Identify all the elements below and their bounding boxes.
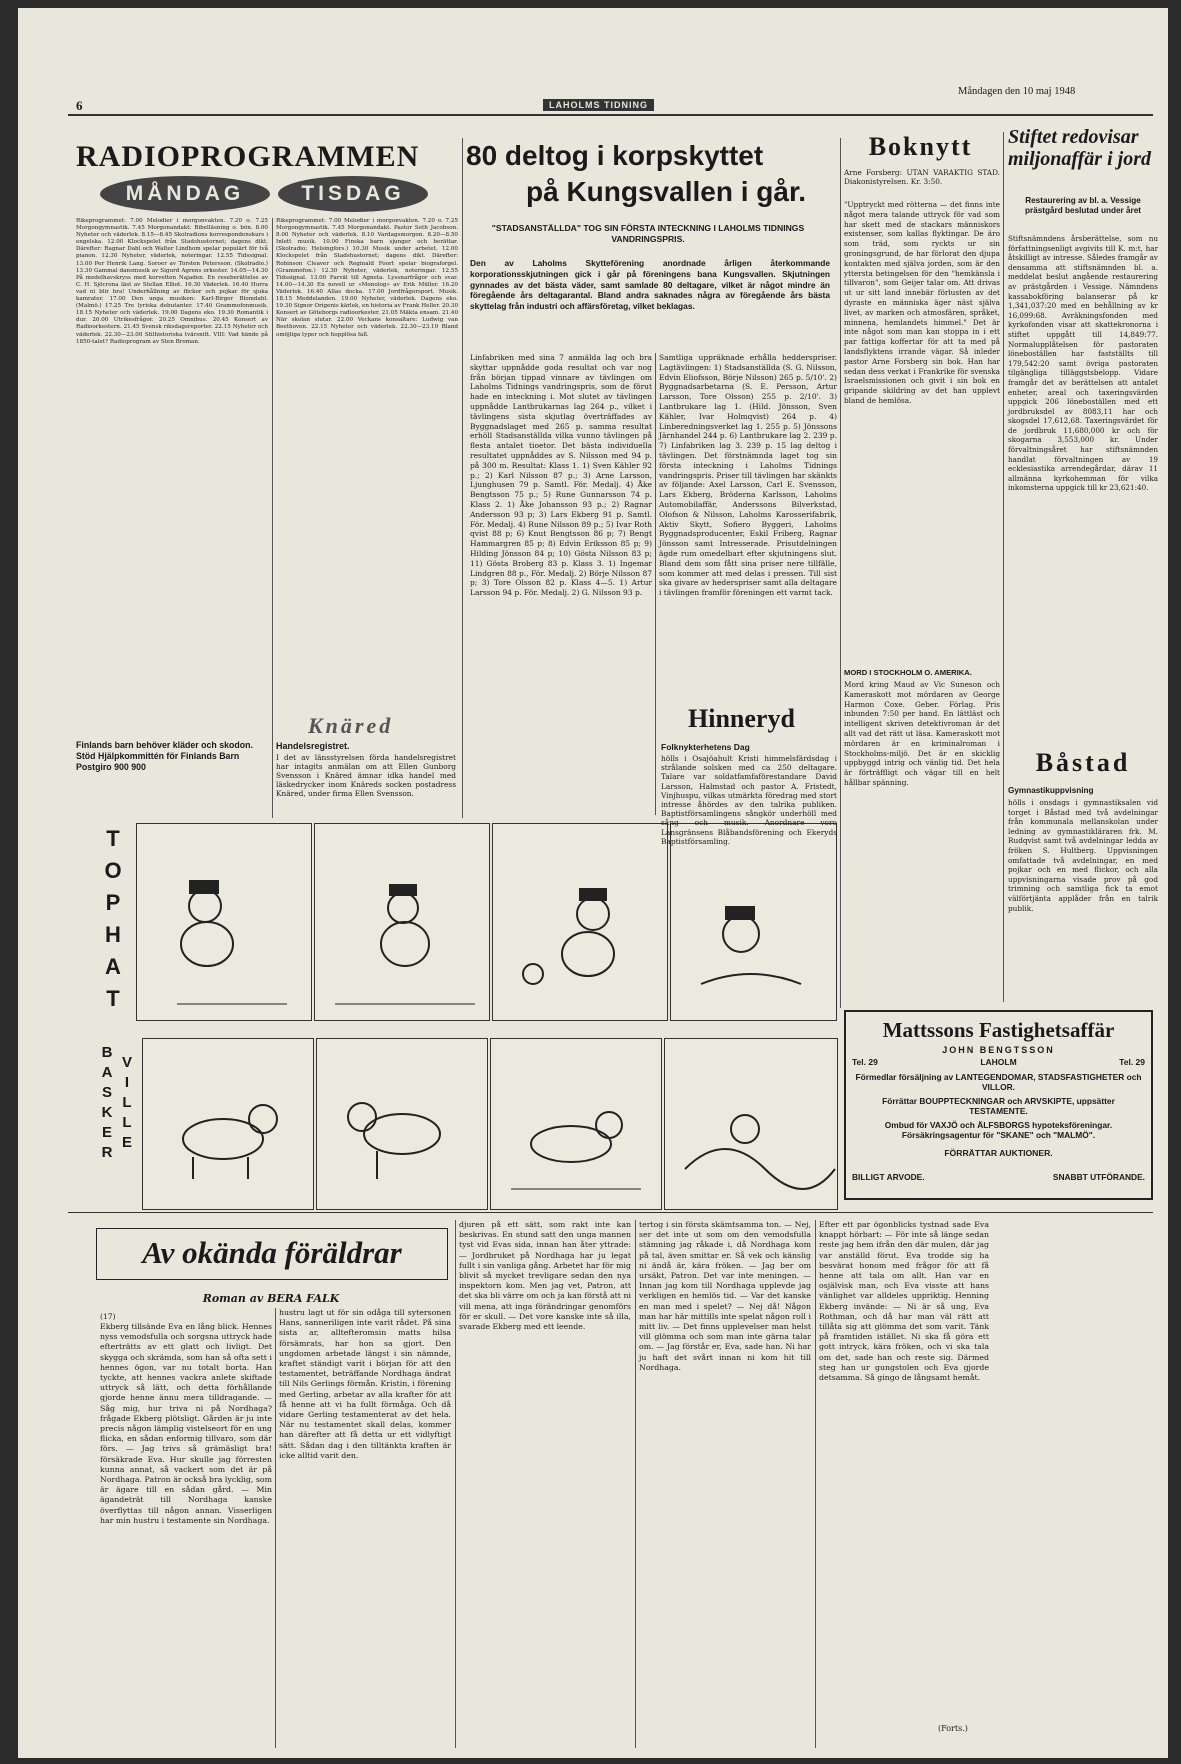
divider xyxy=(655,353,656,815)
mattsson-line-2: Förrättar BOUPPTECKNINGAR och ARVSKIPTE, uppsätter TESTAMENTE. xyxy=(882,1096,1115,1116)
radio-monday-column xyxy=(76,218,268,738)
page-date: Måndagen den 10 maj 1948 xyxy=(958,86,1076,97)
mattsson-line-3: Ombud för VAXJÖ och ÄLFSBORGS hypoteksföreningar. Försäkringsagentur för "SKANE" och "MALMÖ". xyxy=(884,1120,1113,1140)
divider xyxy=(815,1220,816,1748)
shooting-headline-1: 80 deltog i korpskyttet xyxy=(466,140,764,171)
divider xyxy=(272,218,273,818)
cartoon-dog-icon xyxy=(317,1039,487,1209)
tophat-letter: H xyxy=(105,922,121,947)
bastad-text: hölls i onsdags i gymnastiksalen vid torget i Båstad med två avdelningar från kommunala mellanskolan under ledning av gymnastikläraren frk. M. Rudqvist samt två avdelningar ledda av fröken S. Hultberg. Uppvisningen omfattade två avdelningar, en med pojkar och en med flickor, och alla uppvisningarna visade prov på god trimning och samtliga fick ta emot välförtjänta applåder från en talrik publik. xyxy=(1008,798,1158,913)
boknytt-column xyxy=(844,200,1000,665)
stiftet-headline xyxy=(1008,126,1158,186)
ville-letter: V xyxy=(121,1054,132,1071)
hinneryd-column xyxy=(661,754,837,846)
divider xyxy=(275,1308,276,1748)
novel-col2-text: hustru lagt ut för sin odåga till sytersonen Hans, sanneriligen inte varit rådet. På sina sista ar, alltefteromsin matts hilsa försämrats, har hon sa gjort. Den ungdomen arbetade längst i sin nämnde, kraftet ständigt varit i början för att den testamentet, beträffande Nordhaga ändrat till Nils Gerlings förmån. Kristin, i förening med Gerling, arbetar av alla krafter för att få henne att vi ha fullt förmåga. Och då vidare Gerling testamenterat av det hela. När nu testamentet skall delas, kommer han därefter att få detta ur ett vidlyftigt sätt. Sådan dag i den tilltänkta kraften är icke alltid varit den. xyxy=(279,1308,451,1460)
mattsson-line-1: Förmedlar försäljning av LANTEGENDOMAR, STADSFASTIGHETER och VILLOR. xyxy=(855,1072,1142,1092)
monday-badge: MÅNDAG xyxy=(100,176,270,212)
shooting-col1-text: Linfabriken med sina 7 anmälda lag och bra skyttar uppnådde goda resultat och var nog från början tippad vinnare av tävlingen om Laholms Tidnings vandringspris, som de förut hade en inteckning i. Mot slutet av tävlingen uppnådde Lantbrukarnas lag 264 p., vilket i tävlingens sista skjutlag överträffades av Byggnadslaget med 265 p. samma resultat erhöll Stadsanställda vilka vunno tävlingen på flesta antalet tioetor. Det bästa individuella resultatet uppnåddes av S. Nilsson med 94 p. på 300 m. Resultat: Klass 1. 1) Sven Kähler 92 p.; 2) Karl Nilsson 87 p.; 3) Arne Larsson, Ljunghusen 79 p. Samtl. För. Medalj. 4) Åke Bengtsson 75 p.; 5) Rune Gunnarsson 74 p. Klass 2. 1) Åke Johansson 93 p.; 2) Ragnar Andersson 93 p; 3) Lars Ekberg 91 p. Samtl. För. Medalj. 4) Rune Nilsson 89 p.; 5) Ivar Roth qvist 88 p; 6) Knut Bengtsson 86 p; 7) Bengt Hammargren 85 p; 8) Edvin Eriksson 85 p; 9) Hilding Jönsson 84 p; 10) Gösta Nilsson 83 p; 11) Gösta Broberg 83 p. Klass 3. 1) Ingemar Lindgren 88 p., För. Medalj. 2) Börje Nilsson 87 p; 3) Tore Olsson 82 p. Klass 4—5. 1) Artur Larsson 94 p. För. Medalj. 2) G. Nilsson 93 p. xyxy=(470,353,652,598)
basker-letter: S xyxy=(101,1084,112,1101)
knared-subtitle: Handelsregistret. xyxy=(276,741,350,751)
novel-continued: (Forts.) xyxy=(938,1724,968,1733)
cartoon-figure-icon xyxy=(137,824,311,1020)
shooting-subhead-text: "STADSANSTÄLLDA" TOG SIN FÖRSTA INTECKNING I LAHOLMS TIDNINGS VANDRINGSPRIS. xyxy=(491,223,805,244)
shooting-headline-2: på Kungsvallen i går. xyxy=(526,176,807,207)
tophat-panel-4 xyxy=(670,823,837,1021)
boknytt-byline-text: Arne Forsberg: UTAN VARAKTIG STAD. Diakonistyrelsen. Kr. 3:50. xyxy=(844,168,1000,186)
knared-column xyxy=(276,753,456,817)
hinneryd-text: hölls i Osajöahult Kristi himmelsfärdsdag i strålande solsken med ca 250 deltagare. Talare var soldatfamfaförestandare David Larsson, Halmstad och pastor A. Fristedt, Vinjhuspu, vilkas utmärkta föredrag med stort intresse åhördes av den talrika publiken. Baptistförsamlingens sångkör underhöll med sång och musik. Anordnare voro Lansgränsens Blåbandsförening och Ekeryds Baptistförsamling. xyxy=(661,754,837,846)
novel-chapter: (17) xyxy=(100,1312,116,1321)
mattsson-tel-right: Tel. 29 xyxy=(1119,1057,1145,1067)
bastad-column xyxy=(1008,798,1158,1008)
bastad-subtitle: Gymnastikuppvisning xyxy=(1008,786,1094,795)
tophat-letter: T xyxy=(106,826,120,851)
ville-letter: I xyxy=(124,1074,130,1091)
stiftet-column xyxy=(1008,234,1158,746)
tophat-title xyxy=(98,823,128,1015)
masthead-name: LAHOLMS TIDNING xyxy=(543,99,654,111)
tuesday-badge: TISDAG xyxy=(278,176,428,212)
ville-title xyxy=(118,1053,136,1153)
basker-title xyxy=(98,1043,116,1163)
stiftet-subhead-text: Restaurering av bl. a. Vessige prästgård beslutad under året xyxy=(1024,196,1142,215)
basker-letter: K xyxy=(101,1104,113,1121)
page-number: 6 xyxy=(76,98,83,113)
tophat-letter: O xyxy=(104,858,122,883)
divider xyxy=(1003,132,1004,1002)
tophat-letter: A xyxy=(105,954,121,979)
mattsson-bottom-left: BILLIGT ARVODE. xyxy=(852,1172,925,1182)
divider xyxy=(840,138,841,1008)
radio-title: RADIOPROGRAMMEN xyxy=(76,140,420,173)
boknytt-text-2: Mord kring Maud av Vic Suneson och Kameraskott mot mördaren av George Harmon Coxe. Geber. Förlag. Pris inbunden 7:50 per band. En lättläst och intelligent skriven detektivroman är det allt vad det rätt ut läsa. Kameraskott mot mördaren är en kriminalroman i Stockholms-miljö. Det är en skicklig uppbyggd intrig och vänlig tid. Det hela är förträffligt och vägar till en helt hållbar spänning. xyxy=(844,680,1000,787)
novel-col4-text: tertog i sin första skämtsamma ton. — Nej, ser det inte ut som om den vemodsfulla stämning jag råkade i, då Nordhaga kom på tal, även smittar er. Så vek och känslig ni ändå är, kära fröken. — Jag ber om ursäkt, Patron. Det var inte meningen. — Innan jag kom till Nordhaga upplevde jag verkligen en hemlös tid. — Var det kanske en man med i spelet? — Nej då! Någon man har här mittills inte spelat någon roll i mitt liv. — Det finns upplevelser man helst vill glömma och som man inte gärna talar om. — Jag förstår er, Eva, sade han. Ni har ju haft det svårt innan ni kom hit till Nordhaga. xyxy=(639,1220,811,1372)
novel-byline: Roman av BERA FALK xyxy=(202,1292,340,1305)
tophat-letter: T xyxy=(106,986,120,1011)
divider xyxy=(462,138,463,818)
hinneryd-subtitle: Folknykterhetens Dag xyxy=(661,742,750,752)
cartoon-dog-icon xyxy=(491,1039,661,1209)
mattsson-owner: JOHN BENGTSSON xyxy=(942,1045,1055,1055)
cartoon-dog-icon xyxy=(143,1039,313,1209)
novel-column-4 xyxy=(639,1220,811,1748)
divider xyxy=(455,1220,456,1748)
tophat-panel-3 xyxy=(492,823,668,1021)
stiftet-text: Stiftsnämndens årsberättelse, som nu författningsenligt avgivits till K. m:t, har åtskilligt av intresse. Således framgår av densamma att stiftsnämnden bl. a. meddelat beslut angående restaurering av prästgården i Vessige. Nämndens kassabokföring balanserar på kr 1,341,037:20 med en behållning av kr 16,099:68. Avräkningsfonden med kyrkofonden visar att skattekronorna i stiftet uppgått till 14,849:77. Normalupplåtelsen för pastoraten löneboställen har fastställts till 179,542:20 samt övriga pastoraten tilgängliga tilläggstsbelopp. Vidare framgår det av berättelsen att antalet enheter, areal och taxeringsvärden uppgick 206 löneboställen med ett jordbruksdel av 8083,11 har och skogsdel 17,612,68. Taxeringsvärdet för de jordbruk 11,680,000 kr och för skogarna 3,553,000 kr. Under förvaltningsåret har stiftsnämnden handlat förvaltningen av 19 ecklesiastika arrendegårdar, därav 11 allmänna kyrkohemman för vilka inkomsterna uppgick till kr 23,621:40. xyxy=(1008,234,1158,493)
tophat-letter: P xyxy=(105,890,121,915)
section-rule xyxy=(68,1212,1153,1213)
radio-monday-text: Rikeprogrammet: 7.00 Melodier i morgonvakten. 7.20 o. 7.25 Morgongymnastik. 7.45 Morgonandakt: Bibelläsning o. bön. 8.00 Nyheter och väderlek. 8.15—8.45 Skolradions korrespondenskurs i engelska. 12.00 Klockspelet från Stadshustornet; dagens dikt. Därefter: Ragnar Dahl och Walter Lindhom spelar populärt för två pianon. 12.30 Nyheter, väderlek, noteringar. 12.55 Tidssignal. 13.00 Per Henrik Lang. Soroer av Torsten Petersson. (Skolradio.) 13.30 Gammal dansmusik av Sigurd Agrens orkester. 14.05—14.30 På medelhavskryss med korvetten Najaden. En reseberättelse av C. H. Sjöcrona läst av Stellan Elliot. 16.30 Väderlek. 16.40 Hurra vad ni blir bra! Underhållning av flickor och pojkar för sjuka kamrater. 17.00 Den unga musiken: Karl-Birger Blomdahl. (Malmö.) 17.25 Tre lyriska debutanter. 17.40 Grammofonmusik. 18.15 Nyheter och väderlek. 19.00 Dagens eko. 19.30 Romantik i dur. 20.00 Utrikesfrågor. 20.25 Omnibus. 20.45 Konsert av Radioorkestern. 21.45 Svensk riksdagsreporter. 22.15 Nyheter och väderlek. 22.30—23.00 Stilhistoriska tvärsnitt. VIII: Vad hände på 1850-talet? Radioprogram av Sten Broman. xyxy=(76,218,268,345)
shooting-lead-text: Den av Laholms Skytteförening anordnade årligen återkommande korporationsskjutningen gick i går på föreningens bana Kungsvallen. Skjutningen gynnades av det bästa väder, samt samlade 80 deltagare, vilket är något mindre än föregående års deltagarantal. Bland andra saknades några av föregående års bästa skyttelag från industri och affärsföretag, vilket beklagas. xyxy=(470,258,830,312)
knared-title: Knäred xyxy=(308,713,394,738)
novel-column-3 xyxy=(459,1220,631,1748)
stiftet-headline-text: Stiftet redovisar miljonaffär i jord xyxy=(1008,126,1151,170)
header-rule xyxy=(68,114,1153,116)
mattsson-tel-left: Tel. 29 xyxy=(852,1057,878,1067)
cartoon-figure-icon xyxy=(493,824,667,1020)
divider xyxy=(635,1220,636,1748)
basker-letter: B xyxy=(101,1044,113,1061)
mattsson-name: Mattssons Fastighetsaffär xyxy=(882,1018,1115,1042)
hinneryd-title: Hinneryd xyxy=(688,704,795,733)
boknytt-text: "Upptryckt med rötterna — det finns inte något mera talande uttryck för vad som har skett med de stackars människors existenser, som kallas flyktingar. De äro som träd, som ryckts ur sin groningsgrund, de har förlorat den djupa kontakten med själva jorden, som är den yttersta betingelsen för den "hemkänsla i tillvaron", som Geijer talar om. Att drivas ut ur sitt land innebär förlusten av det dyraste en människa äger näst själva livet, av marken och atmosfären, språket, minnena, hemlandets himmel." Det är inte något som man kan stoppa in i ett par fattiga koffertar för att ta med på landsflyktens irrande vägar. Så inleder pastor Arne Forsberg sin bok. Han har sedan dess verkat i Frankrike för svenska Israelsmissionen och givit i sin bok en gripande skildring av det han upplevt bland de hemlösa. xyxy=(844,200,1000,405)
knared-text: I det av länsstyrelsen förda handelsregistret har intagits anmälan om att Ellen Gunborg Svensson i Knäred ämnar idka handel med läskedrycker inom Knäreds socken postadress Knäred, under firma Ellen Svensson. xyxy=(276,753,456,798)
boknytt-title: Boknytt xyxy=(868,132,973,161)
novel-title-box xyxy=(96,1228,448,1280)
shooting-lead xyxy=(470,258,830,348)
ville-letter: L xyxy=(122,1094,132,1111)
novel-column-5 xyxy=(819,1220,989,1720)
basker-letter: R xyxy=(101,1144,113,1161)
mattsson-city: LAHOLM xyxy=(980,1057,1017,1067)
radio-tuesday-text: Rikeprogrammet: 7.00 Melodier i morgonvakten. 7.20 o. 7.25 Morgongymnastik. 7.45 Morgonandakt. Pastor Seth Jacobson. 8.00 Nyheter och väderlek. 8.10 Vardagsmorgon. 8.20—8.50 Inlett musik. 10.00 Finska barn sjunger och berättar. (Skolradio; Helsingfors.) 10.30 Musik under arbetet. 12.00 Klockspelet från Stadshustornet; dagens dikt. Därefter: Robinson Cleaver och Reginald Foort spelar biograforgel. (Grammofon.) 12.30 Nyheter, väderlek, noteringar. 12.55 Tidssignal. 13.00 Farväl till Agneta. Lyssnarfrågor och svar. 14.00—14.30 En novell ur »Monolog» av Erik Müller. 16.20 Väderlek. 16.40 Allas docka. 17.00 Jordfrågorsport. Musik. 18.15 Meddelanden. 19.00 Nyheter, väderlek. Dagens eko. 19.30 Signor Origenis kärlek, en historia av Frank Heller. 20.30 Konsert av Göteborgs radioorkester. 21.05 Mäkta ensam. 21.40 När skolan slutar. 22.00 Veckans konsaltare: Ludwig van Beethoven. 22.15 Nyheter och väderlek. 22.30—23.10 Bland omöjliga typer och hopplösa fall. xyxy=(276,218,458,338)
shooting-col2-text: Samtliga uppräknade erhålla hedderspriser. Lagtävlingen: 1) Stadsanställda (S. G. Nilsson, Edvin Eliofsson, Börje Nilsson) 265 p. 5/10'. 2) Byggnadsarbetarna (S. E. Persson, Artur Larsson, Tore Olsson) 255 p. 2/10'. 3) Lantbrukare lag 1. (Hild. Jönsson, Sven Kähler, Ivar Holmqvist) 264 p. 4) Linberedningsverket lag 1. 255 p. 5) Jönssons Järnhandel 244 p. 6) Lantbrukare lag 2. 239 p. 7) Linfabriken lag 3. 239 p. 15 lag deltog i tävlingen. Det förstnämnda laget tog sin första inteckning i Laholms Tidnings vandringspris. Priser till tävlingen har skänkts av följande: Axel Larsson, Carl E. Svensson, Lars Ekberg, Bröderna Karlsson, Laholms Automobilaffär, Anderssons Bilverkstad, Olofson & Nilsson, Laholms Karosserifabrik, Aktiv Skytt, Sofiero Byggeri, Laholms Byggnadsproducenter, Eskil Friberg, Ragnar Jönsson samt Intresserade. Prisutdelningen ägde rum omedelbart efter skjutningens slut. Bland dem som fått sina priser nere tillfälle, som kommer att med delas i pressen. Till sist ska givare av hederspriser samt alla deltagare i tävlingen framför föreningen ett varmt tack. xyxy=(659,353,837,598)
basker-letter: A xyxy=(101,1064,113,1081)
basker-panel-4 xyxy=(664,1038,838,1210)
novel-column-2 xyxy=(279,1308,451,1748)
boknytt-sub2: MORD I STOCKHOLM O. AMERIKA. xyxy=(844,668,972,677)
tophat-panel-2 xyxy=(314,823,490,1021)
mattsson-line-4: FÖRRÄTTAR AUKTIONER. xyxy=(944,1148,1053,1158)
basker-panel-2 xyxy=(316,1038,488,1210)
novel-col1-text: Ekberg tillsände Eva en lång blick. Hennes nyss vemodsfulla och sorgsna uttryck hade efterträtts av ett glatt och livligt. Det skygga och skrämda, som han så ofta sett i hennes ögon, var nu totalt borta. Han tyckte, att hennes vackra anlete skiftade uttryck så lätt, och detta förhållande gjorde henne ännu mera tilldragande. — Såg mig, hur triva ni på Nordhaga? frågade Ekberg plötsligt. Gården är ju inte precis någon lämplig vistelseort för en ung flicka, en sådan enformig tillvaro, som där förs. — Jag trivs så grämäsligt bra! försäkrade Eva. Hur skulle jag förresten kunna annat, så vackert som det är på Nordhaga. Patron är också bra lycklig, som är ägare till en sådan gård. — Min ägandeträt till Nordhaga kanske överflyttas till någon annan. Visserligen har min hustru i testamente sin Nordhaga. xyxy=(100,1322,272,1525)
mattsson-bottom-right: SNABBT UTFÖRANDE. xyxy=(1052,1172,1145,1182)
ville-letter: L xyxy=(122,1114,132,1131)
novel-column-1 xyxy=(100,1322,272,1747)
shooting-column-1 xyxy=(470,353,652,815)
finland-ad xyxy=(76,740,266,816)
cartoon-figure-icon xyxy=(671,824,836,1020)
shooting-subhead xyxy=(488,223,808,251)
cartoon-figure-icon xyxy=(315,824,489,1020)
boknytt-byline xyxy=(844,168,1000,198)
basker-panel-3 xyxy=(490,1038,662,1210)
stiftet-subhead xyxy=(1008,196,1158,230)
ville-letter: E xyxy=(121,1134,132,1151)
novel-col3-text: djuren på ett sätt, som rakt inte kan beskrivas. En stund satt den unga mannen tyst vid Evas sida, innan han åter yttrade: — Jordbruket på Nordhaga har ju legat fullt i sin vanliga gång. Arbetet har för mig blivit så mycket trevligare sedan den nya inspektorn kom. Men jag vet, Patron, att det ska bli värre om och ja kan förstå att ni vill mena, att inga förändringar genomförs för er skull. — Det vore kanske inte så illa, svarade Ekberg med ett leende. xyxy=(459,1220,631,1332)
tophat-panel-1 xyxy=(136,823,312,1021)
mattsson-ad xyxy=(844,1010,1153,1200)
newspaper-page xyxy=(18,8,1168,1758)
radio-tuesday-column xyxy=(276,218,458,658)
novel-col5-text: Efter ett par ögonblicks tystnad sade Eva knappt hörbart: — För inte så länge sedan reste jag hem ifrån den där mulen, där jag var anställd förut. Eva trodde sig ha besvärat honom med frågor för att få henne att tala om allt. Han var en osjälvisk man, och Eva visste att hans vänlighet var alldeles uppriktig. Henning Ekberg invände: — Ni är så ung, Eva Rothman, och då har man väl rätt att tillåta sig att glömma det som varit. Tänk på framtiden istället. Ni ska få göra ett gott intryck, kära fröken, och vi ska tala om det, sade han och reste sig. Därmed steg han ur gungstolen och Eva gjorde detsamma. Så gingo de långsamt hemåt. xyxy=(819,1220,989,1383)
boknytt-column-2 xyxy=(844,680,1000,815)
basker-panel-1 xyxy=(142,1038,314,1210)
bastad-title: Båstad xyxy=(1035,748,1131,777)
basker-letter: E xyxy=(101,1124,112,1141)
cartoon-dog-icon xyxy=(665,1039,837,1209)
finland-ad-text: Finlands barn behöver kläder och skodon. Stöd Hjälpkommittén för Finlands Barn Postgiro 900 900 xyxy=(76,740,253,772)
novel-title: Av okända föräldrar xyxy=(142,1235,402,1270)
